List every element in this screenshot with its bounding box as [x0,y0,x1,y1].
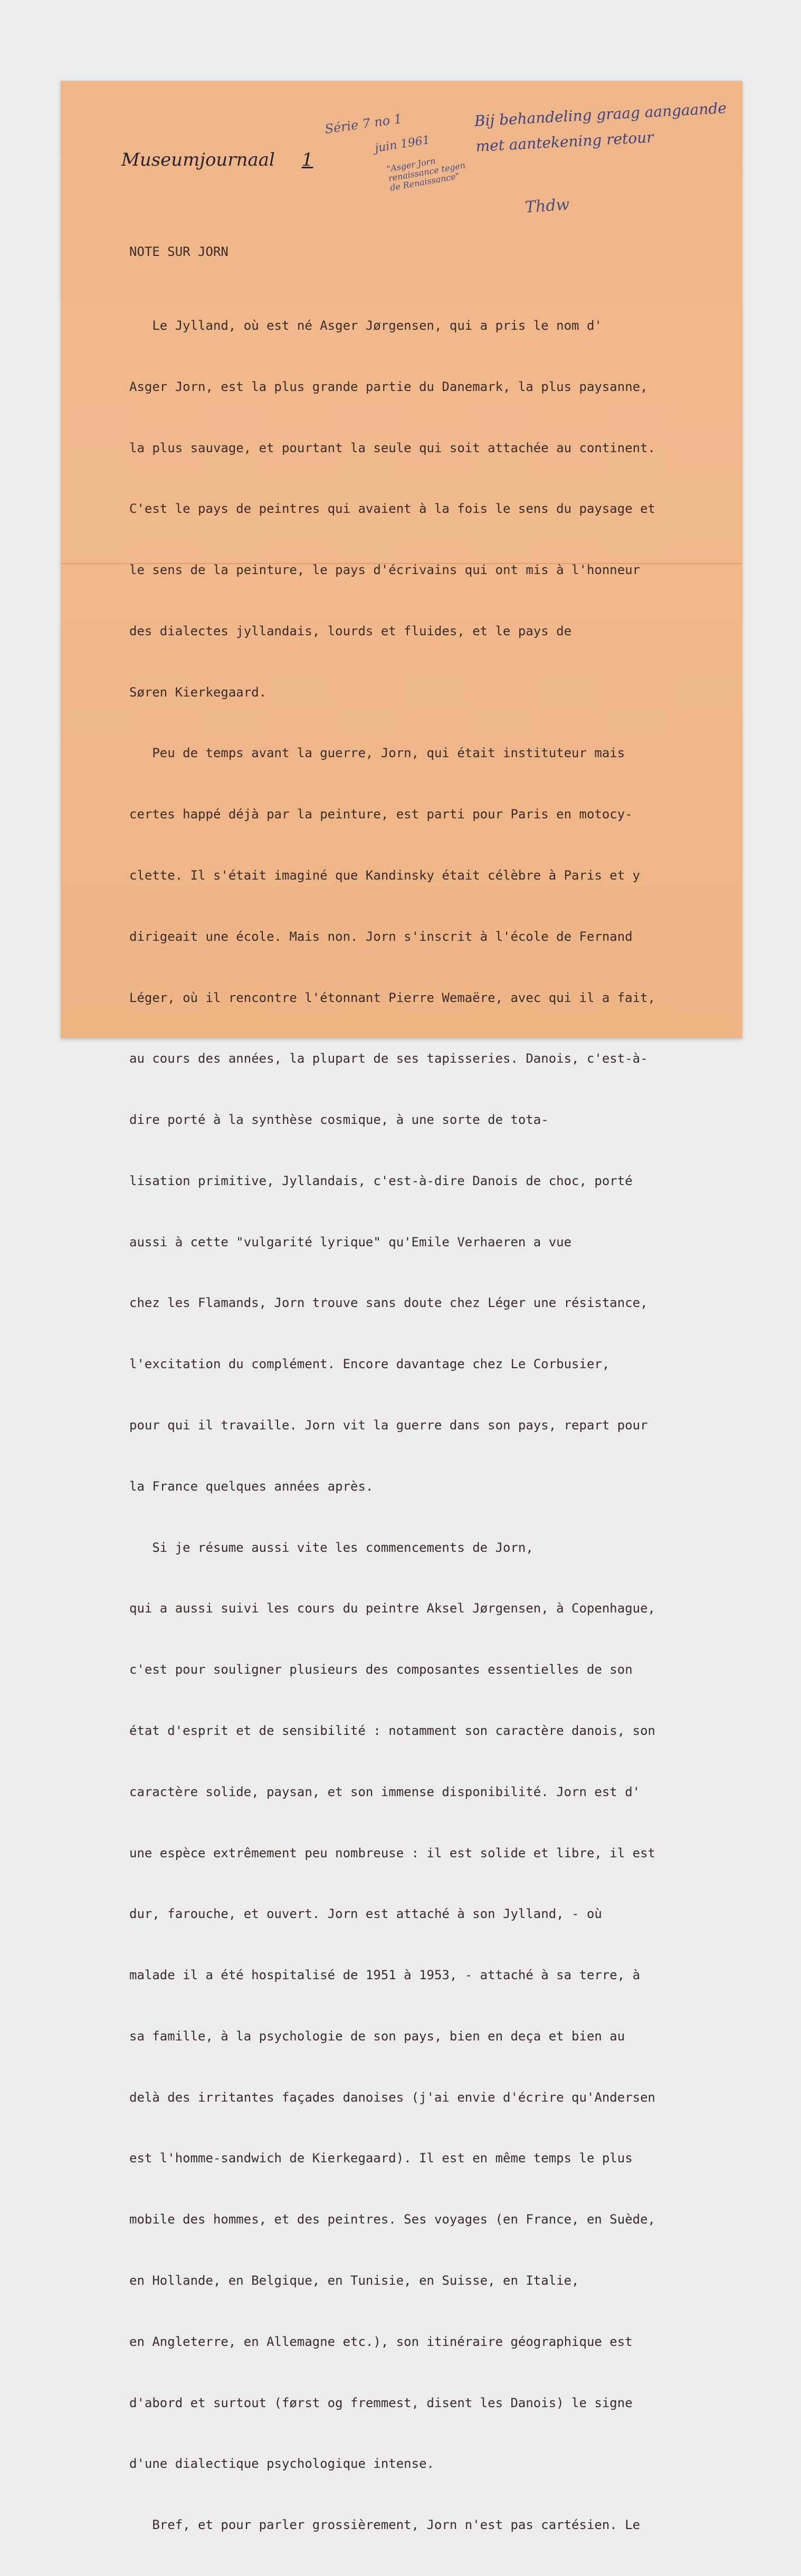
text-line: dire porté à la synthèse cosmique, à une sorte de tota- [129,1112,549,1128]
text-line: Si je résume aussi vite les commencements de Jorn, [129,1540,533,1555]
text-line: pour qui il travaille. Jorn vit la guerre dans son pays, repart pour [129,1418,648,1433]
text-line: Søren Kierkegaard. [129,684,267,700]
text-line: c'est pour souligner plusieurs des composantes essentielles de son [129,1662,633,1677]
handwritten-reference: "Asger Jorn renaissance tegen de Renaissance" [386,156,466,193]
document-page [61,81,742,2533]
handwritten-signature: Thdw [524,195,570,217]
text-line: au cours des années, la plupart de ses tapisseries. Danois, c'est-à- [129,1051,648,1066]
text-line: mobile des hommes, et des peintres. Ses voyages (en France, en Suède, [129,2212,655,2227]
text-line: est l'homme-sandwich de Kierkegaard). Il est en même temps le plus [129,2151,633,2166]
text-line: sa famille, à la psychologie de son pays, bien en deça et bien au [129,2028,625,2044]
text-line: delà des irritantes façades danoises (j'ai envie d'écrire qu'Andersen [129,2090,655,2105]
text-line: malade il a été hospitalisé de 1951 à 1953, - attaché à sa terre, à [129,1968,641,1983]
handwritten-title-text: Museumjournaal [121,149,275,170]
text-line: Léger, où il rencontre l'étonnant Pierre Wemaëre, avec qui il a fait, [129,990,655,1005]
text-line: caractère solide, paysan, et son immense disponibilité. Jorn est d' [129,1784,641,1799]
text-line: d'abord et surtout (først og fremmest, disent les Danois) le signe [129,2395,633,2410]
text-line: certes happé déjà par la peinture, est parti pour Paris en motocy- [129,807,633,822]
text-line: état d'esprit et de sensibilité : notamment son caractère danois, son [129,1723,655,1738]
text-line: Le Jylland, où est né Asger Jørgensen, qui a pris le nom d' [129,318,602,333]
text-line: aussi à cette "vulgarité lyrique" qu'Emile Verhaeren a vue [129,1234,572,1249]
text-line: dirigeait une école. Mais non. Jorn s'inscrit à l'école de Fernand [129,929,633,944]
text-line: en Hollande, en Belgique, en Tunisie, en Suisse, en Italie, [129,2273,579,2288]
text-line: l'excitation du complément. Encore davantage chez Le Corbusier, [129,1357,610,1372]
text-line: d'une dialectique psychologique intense. [129,2456,434,2472]
text-line: C'est le pays de peintres qui avaient à la fois le sens du paysage et [129,501,655,517]
text-line: en Angleterre, en Allemagne etc.), son itinéraire géographique est [129,2334,633,2349]
text-line: qui a aussi suivi les cours du peintre Aksel Jørgensen, à Copenhague, [129,1601,655,1616]
handwritten-title [121,149,313,170]
text-line: lisation primitive, Jyllandais, c'est-à-dire Danois de choc, porté [129,1173,633,1188]
text-line: une espèce extrêmement peu nombreuse : il est solide et libre, il est [129,1845,655,1861]
text-line: Bref, et pour parler grossièrement, Jorn n'est pas cartésien. Le [129,2517,641,2533]
text-line: chez les Flamands, Jorn trouve sans doute chez Léger une résistance, [129,1295,648,1311]
handwritten-title-number: 1 [301,149,313,170]
handwritten-series: Série 7 no 1 [323,111,403,137]
text-line: dur, farouche, et ouvert. Jorn est attaché à son Jylland, - où [129,1906,602,1922]
typed-text [129,201,726,2576]
text-line: la France quelques années après. [129,1478,374,1494]
handwritten-date: juin 1961 [374,133,431,156]
text-line: Asger Jorn, est la plus grande partie du Danemark, la plus paysanne, [129,379,648,394]
handwritten-note: Bij behandeling graag aangaande met aantekening retour [474,99,727,156]
text-line: la plus sauvage, et pourtant la seule qui soit attachée au continent. [129,440,655,455]
text-line: Peu de temps avant la guerre, Jorn, qui était instituteur mais [129,746,625,761]
text-line: des dialectes jyllandais, lourds et fluides, et le pays de [129,623,572,638]
text-line: le sens de la peinture, le pays d'écrivains qui ont mis à l'honneur [129,562,641,578]
document-heading: NOTE SUR JORN [129,244,228,260]
text-line: clette. Il s'était imaginé que Kandinsky était célèbre à Paris et y [129,868,641,883]
